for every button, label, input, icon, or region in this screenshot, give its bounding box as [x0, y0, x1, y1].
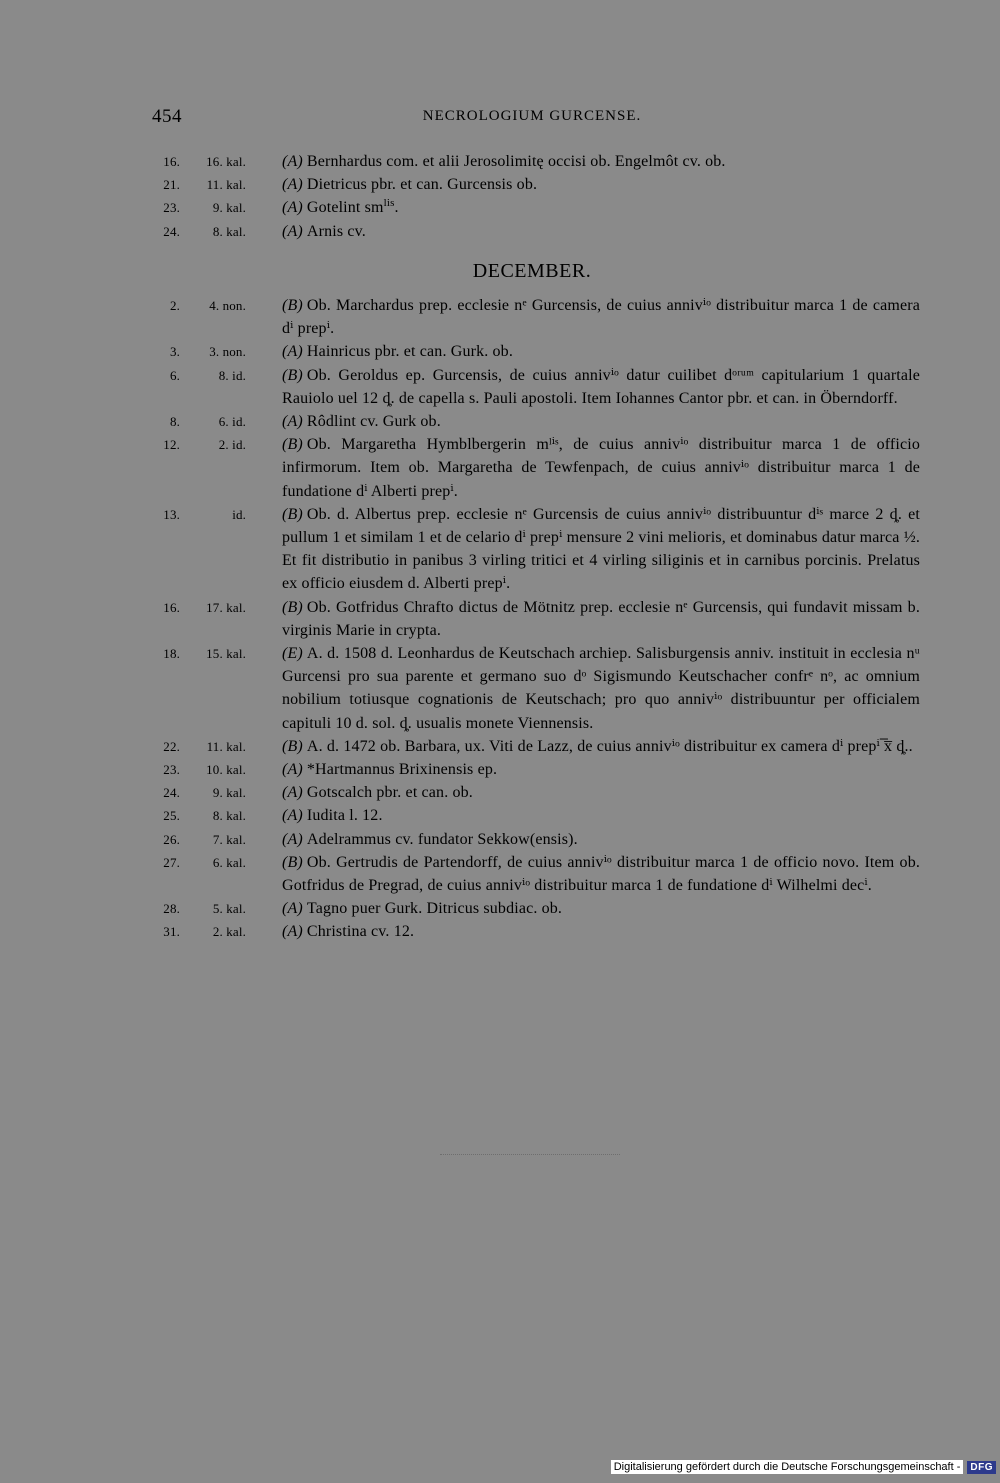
- entry-day: 24.: [163, 785, 180, 801]
- entry: [150, 364, 920, 410]
- entry-text: Gotscalch pbr. et can. ob.: [306, 784, 473, 802]
- entry-hand: (A): [282, 413, 303, 431]
- entry: [150, 150, 920, 173]
- entry-hand: (A): [282, 199, 303, 217]
- entry-day: 8.: [169, 414, 180, 430]
- entry-roman-date: 15. kal.: [206, 646, 246, 662]
- entry: [150, 920, 920, 943]
- entry: [150, 410, 920, 433]
- entry-day: 18.: [163, 646, 180, 662]
- entry-day: 3.: [169, 344, 180, 360]
- entries-before-december: [150, 150, 920, 243]
- entry: [150, 897, 920, 920]
- entry-hand: (B): [282, 737, 303, 755]
- entry-roman-date: 2. id.: [218, 437, 246, 453]
- entry: [150, 642, 920, 735]
- entry-text: Arnis cv.: [306, 222, 366, 240]
- entry-day: 27.: [163, 854, 180, 870]
- entry-roman-date: 16. kal.: [206, 154, 246, 169]
- entry-text: Christina cv. 12.: [306, 923, 415, 941]
- entry-text-end: .: [394, 199, 399, 217]
- entry-roman-date: 4. non.: [209, 298, 246, 313]
- entry-hand: (A): [282, 761, 303, 779]
- entry-day: 25.: [163, 808, 180, 824]
- entry-hand: (A): [282, 222, 303, 240]
- dfg-logo: DFG: [967, 1461, 996, 1474]
- section-heading: DECEMBER.: [472, 260, 592, 282]
- entry-day: 16.: [163, 599, 180, 615]
- entry: [150, 804, 920, 827]
- entry-roman-date: 3. non.: [209, 344, 246, 360]
- entry-hand: (B): [282, 366, 303, 384]
- december-entries: [150, 294, 920, 944]
- running-title: NECROLOGIUM GURCENSE.: [422, 108, 642, 124]
- entry-hand: (B): [282, 297, 303, 314]
- entry-roman-date: 6. kal.: [212, 854, 246, 870]
- entry: [150, 173, 920, 196]
- entry: [150, 340, 920, 363]
- entry-hand: (A): [282, 923, 303, 941]
- entry-text: Ob. Marchardus prep. ecclesie nᵉ Gurcensis, de cuius annivⁱᵒ distribuitur marca 1 de camera dⁱ prepⁱ.: [282, 297, 920, 338]
- entry-day: 21.: [163, 177, 180, 193]
- entry: [150, 735, 920, 758]
- entry-text: Rôdlint cv. Gurk ob.: [306, 413, 441, 431]
- entry-roman-date: 5. kal.: [212, 901, 246, 917]
- entry-day: 23.: [163, 762, 180, 778]
- entry-superscript: lis: [383, 197, 395, 210]
- entry-day: 16.: [163, 154, 180, 169]
- entry-day: 6.: [169, 367, 180, 383]
- entry-text: Dietricus pbr. et can. Gurcensis ob.: [306, 176, 538, 194]
- entry: [150, 294, 920, 340]
- entry-text: Hainricus pbr. et can. Gurk. ob.: [306, 343, 513, 361]
- entry-hand: (B): [282, 505, 303, 523]
- page-number: 454: [152, 106, 182, 127]
- entry: [150, 851, 920, 897]
- entry: [150, 781, 920, 804]
- entry-text: Ob. Gotfridus Chrafto dictus de Mötnitz prep. ecclesie nᵉ Gurcensis, qui fundavit missam b. virginis Marie in crypta.: [282, 598, 920, 639]
- entry-text: Ob. d. Albertus prep. ecclesie nᵉ Gurcensis de cuius annivⁱᵒ distribuuntur dⁱˢ marce 2 ȡ. et pullum 1 et similam 1 et de celario dⁱ prepⁱ mensure 2 vini melioris, et dominabus datur marca ½. Et fit distributio in panibus 3 virling tritici et 4 virling siliginis et in carnibus porcinis. Prelatus ex officio eiusdem d. Alberti prepⁱ.: [282, 505, 920, 593]
- footer-text: Digitalisierung gefördert durch die Deutsche Forschungsgemeinschaft -: [611, 1460, 964, 1474]
- entry-text: Tagno puer Gurk. Ditricus subdiac. ob.: [306, 900, 563, 918]
- entry-day: 23.: [163, 200, 180, 216]
- entry-hand: (A): [282, 153, 303, 170]
- entry-roman-date: 6. id.: [218, 414, 246, 430]
- entry-roman-date: 7. kal.: [212, 831, 246, 847]
- entry-hand: (A): [282, 176, 303, 194]
- entry-roman-date: 17. kal.: [206, 599, 246, 615]
- entry-roman-date: 10. kal.: [206, 762, 246, 778]
- entry-text: Gotelint sm: [306, 199, 384, 217]
- entry-hand: (A): [282, 343, 303, 361]
- entry-hand: (E): [282, 645, 303, 663]
- entry-hand: (A): [282, 807, 303, 825]
- digitization-footer: [611, 1459, 996, 1475]
- entry: [150, 596, 920, 642]
- entry: [150, 196, 920, 219]
- entry-day: 13.: [163, 506, 180, 522]
- entry: [150, 220, 920, 243]
- entry-text: Adelrammus cv. fundator Sekkow(ensis).: [306, 830, 578, 848]
- entry-day: 24.: [163, 223, 180, 239]
- page-header: [152, 106, 912, 132]
- entry-hand: (B): [282, 853, 303, 871]
- entry-text: Iudita l. 12.: [306, 807, 383, 825]
- entry-day: 22.: [163, 738, 180, 754]
- entry-hand: (A): [282, 900, 303, 918]
- entry-roman-date: 2. kal.: [212, 924, 246, 940]
- entry-roman-date: 9. kal.: [212, 200, 246, 216]
- entry: [150, 758, 920, 781]
- entry-roman-date: 11. kal.: [206, 738, 246, 754]
- entry-roman-date: id.: [232, 506, 246, 522]
- entry-day: 28.: [163, 901, 180, 917]
- entry-roman-date: 8. kal.: [212, 223, 246, 239]
- entry-day: 26.: [163, 831, 180, 847]
- entry-hand: (A): [282, 784, 303, 802]
- entry-roman-date: 8. kal.: [212, 808, 246, 824]
- entry-day: 31.: [163, 924, 180, 940]
- entry-day: 12.: [163, 437, 180, 453]
- entry-text: Ob. Margaretha Hymblbergerin mˡⁱˢ, de cuius annivⁱᵒ distribuitur marca 1 de officio infirmorum. Item ob. Margaretha de Tewfenpach, de cuius annivⁱᵒ distribuitur marca 1 de fundatione dⁱ Alberti prepⁱ.: [282, 436, 920, 500]
- entry-roman-date: 9. kal.: [212, 785, 246, 801]
- entry-roman-date: 11. kal.: [206, 177, 246, 193]
- entry-hand: (B): [282, 598, 303, 616]
- entry-roman-date: 8. id.: [218, 367, 246, 383]
- entry-hand: (B): [282, 436, 303, 454]
- entry-text: *Hartmannus Brixinensis ep.: [306, 761, 498, 779]
- entry-hand: (A): [282, 830, 303, 848]
- entry: [150, 828, 920, 851]
- page-end-rule: [440, 1154, 620, 1156]
- entry: [150, 503, 920, 596]
- entry-text: Bernhardus com. et alii Jerosolimitę occisi ob. Engelmôt cv. ob.: [306, 153, 726, 170]
- entry-day: 2.: [169, 298, 180, 313]
- entry-text: Ob. Gertrudis de Partendorff, de cuius annivⁱᵒ distribuitur marca 1 de officio novo. Item ob. Gotfridus de Pregrad, de cuius annivⁱᵒ distribuitur marca 1 de fundatione dⁱ Wilhelmi decⁱ.: [282, 853, 920, 895]
- entry-text: A. d. 1508 d. Leonhardus de Keutschach archiep. Salisburgensis anniv. instituit in ecclesia nᵘ Gurcensi pro sua parente et germano suo dᵒ Sigismundo Keutschacher confrᵉ nᵒ, ac omnium nobilium totiusque cognationis de Keutschach; pro quo annivⁱᵒ distribuuntur per officialem capituli 10 d. sol. ȡ. usualis monete Viennensis.: [282, 645, 920, 732]
- entry-text: Ob. Geroldus ep. Gurcensis, de cuius annivⁱᵒ datur cuilibet dᵒʳᵘᵐ capitularium 1 quartale Rauiolo uel 12 ȡ. de capella s. Pauli apostoli. Item Iohannes Cantor pbr. et can. in Öberndorff.: [282, 366, 920, 407]
- entry: [150, 433, 920, 503]
- entry-text: A. d. 1472 ob. Barbara, ux. Viti de Lazz, de cuius annivⁱᵒ distribuitur ex camera dⁱ prepⁱ ̅̅x̅ ȡ..: [306, 737, 913, 755]
